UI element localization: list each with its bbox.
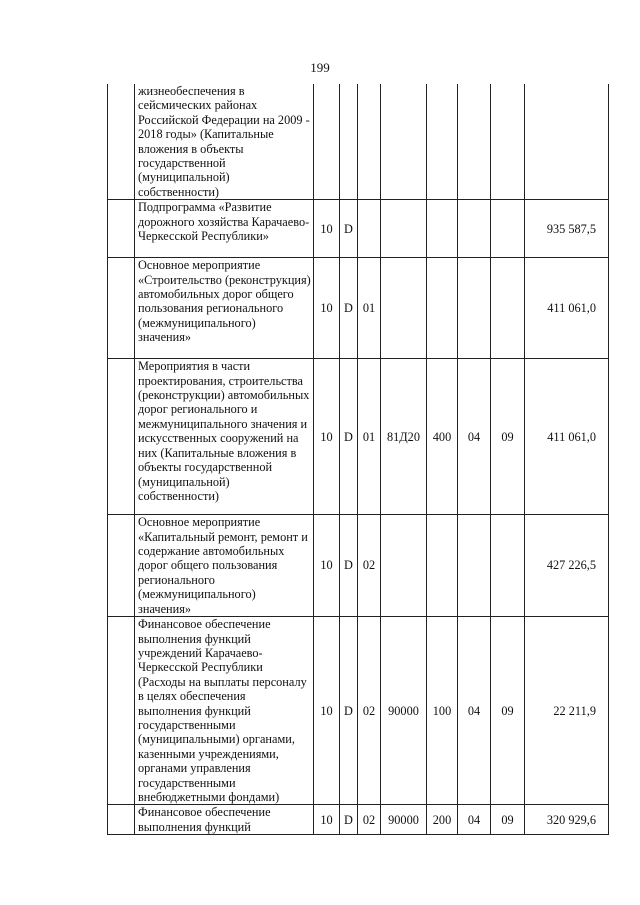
code-cell [427, 200, 458, 258]
code-cell: 10 [314, 200, 340, 258]
code-cell: 04 [458, 359, 491, 515]
indent-cell [108, 805, 135, 835]
amount-cell [525, 84, 609, 200]
code-cell [491, 200, 525, 258]
code-cell: D [340, 515, 358, 617]
indent-cell [108, 258, 135, 359]
indent-cell [108, 515, 135, 617]
item-name: Основное мероприятие «Строительство (реконструкция) автомобильных дорог общего пользования регионального (межмуниципального) значения» [135, 258, 314, 359]
table-row [108, 515, 609, 617]
code-cell: 400 [427, 359, 458, 515]
code-cell [358, 84, 381, 200]
code-cell: D [340, 258, 358, 359]
code-cell: 90000 [381, 617, 427, 805]
code-cell: 04 [458, 805, 491, 835]
code-cell: D [340, 617, 358, 805]
item-name: Финансовое обеспечение выполнения функций учреждений Карачаево-Черкесской Республики (Расходы на выплаты персоналу в целях обеспечения выполнения функций государственными (муниципальными) органами, казенными учреждениями, органами управления государственными внебюджетными фондами) [135, 617, 314, 805]
table-row [108, 617, 609, 805]
indent-cell [108, 359, 135, 515]
code-cell [381, 84, 427, 200]
item-name: Мероприятия в части проектирования, строительства (реконструкции) автомобильных дорог регионального и межмуниципального значения и искусственных сооружений на них (Капитальные вложения в объекты государственной (муниципальной) собственности) [135, 359, 314, 515]
code-cell [458, 515, 491, 617]
indent-cell [108, 617, 135, 805]
table-row [108, 200, 609, 258]
code-cell: 10 [314, 258, 340, 359]
code-cell: 10 [314, 515, 340, 617]
code-cell [381, 200, 427, 258]
code-cell [427, 84, 458, 200]
code-cell [314, 84, 340, 200]
code-cell [427, 258, 458, 359]
code-cell: D [340, 200, 358, 258]
item-name: жизнеобеспечения в сейсмических районах Российской Федерации на 2009 - 2018 годы» (Капитальные вложения в объекты государственной (муниципальной) собственности) [135, 84, 314, 200]
code-cell: 10 [314, 359, 340, 515]
code-cell: 02 [358, 515, 381, 617]
code-cell: 01 [358, 359, 381, 515]
code-cell [427, 515, 458, 617]
item-name: Подпрограмма «Развитие дорожного хозяйства Карачаево-Черкесской Республики» [135, 200, 314, 258]
amount-cell: 935 587,5 [525, 200, 609, 258]
code-cell: 10 [314, 617, 340, 805]
code-cell [458, 200, 491, 258]
code-cell: 100 [427, 617, 458, 805]
table-row [108, 805, 609, 835]
table-body [108, 84, 609, 835]
table-row [108, 258, 609, 359]
table-row [108, 84, 609, 200]
amount-cell: 22 211,9 [525, 617, 609, 805]
amount-cell: 411 061,0 [525, 258, 609, 359]
code-cell [491, 515, 525, 617]
amount-cell: 427 226,5 [525, 515, 609, 617]
indent-cell [108, 84, 135, 200]
code-cell [358, 200, 381, 258]
code-cell: 81Д20 [381, 359, 427, 515]
code-cell: 09 [491, 617, 525, 805]
code-cell: D [340, 805, 358, 835]
code-cell: 200 [427, 805, 458, 835]
table-row [108, 359, 609, 515]
amount-cell: 320 929,6 [525, 805, 609, 835]
code-cell [381, 515, 427, 617]
code-cell: 02 [358, 805, 381, 835]
code-cell [458, 84, 491, 200]
item-name: Основное мероприятие «Капитальный ремонт, ремонт и содержание автомобильных дорог общего пользования регионального (межмуниципального) значения» [135, 515, 314, 617]
code-cell: 01 [358, 258, 381, 359]
code-cell [491, 84, 525, 200]
code-cell [340, 84, 358, 200]
code-cell [458, 258, 491, 359]
code-cell [491, 258, 525, 359]
code-cell: 09 [491, 805, 525, 835]
indent-cell [108, 200, 135, 258]
item-name: Финансовое обеспечение выполнения функций [135, 805, 314, 835]
code-cell: 09 [491, 359, 525, 515]
code-cell: D [340, 359, 358, 515]
code-cell: 10 [314, 805, 340, 835]
code-cell: 02 [358, 617, 381, 805]
budget-table [107, 84, 609, 835]
code-cell: 04 [458, 617, 491, 805]
code-cell [381, 258, 427, 359]
code-cell: 90000 [381, 805, 427, 835]
page-number: 199 [310, 60, 330, 75]
amount-cell: 411 061,0 [525, 359, 609, 515]
